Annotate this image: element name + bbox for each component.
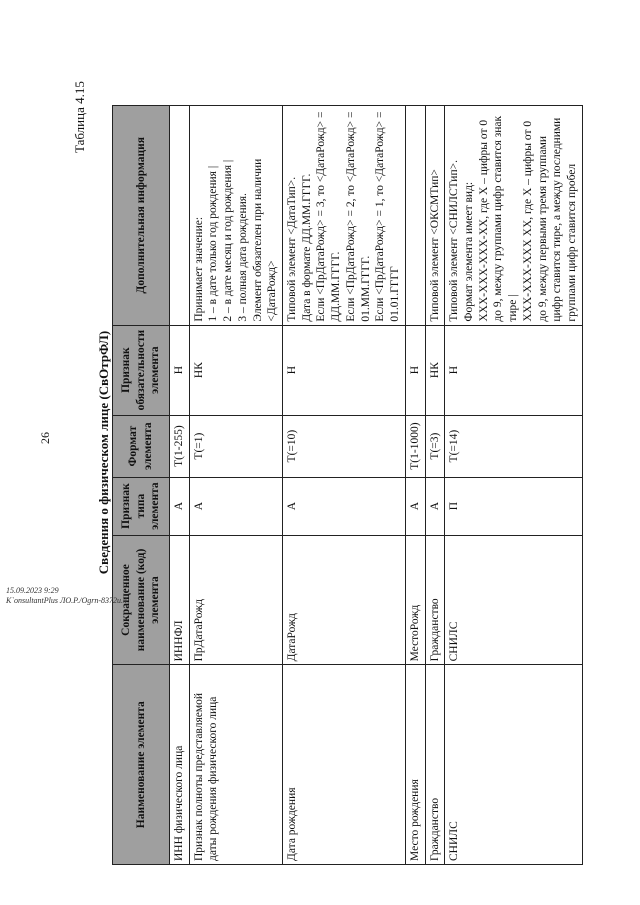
footer-line-2: К`onsultantPlus ЛО.Р./Ogrn-8372u.4 <box>6 596 128 605</box>
cell-code: ПрДатаРожд <box>189 535 282 665</box>
cell-name: ИНН физического лица <box>170 665 190 865</box>
table-row <box>170 106 190 865</box>
info-line: Дата в формате ДД.ММ.ГГГГ. <box>300 173 313 322</box>
table-caption: Сведения о физическом лице (СвОтрФЛ) <box>96 330 111 575</box>
cell-type: А <box>189 477 282 535</box>
cell-type: А <box>405 477 425 535</box>
info-line: Формат элемента имеет вид: <box>462 181 475 322</box>
cell-required: Н <box>405 325 425 415</box>
elements-table <box>112 105 583 865</box>
header-info: Дополнительная информация <box>113 106 170 326</box>
cell-info <box>445 106 582 326</box>
table-label: Таблица 4.15 <box>72 81 87 153</box>
cell-name: Дата рождения <box>283 665 406 865</box>
cell-name: Признак полноты представляемой даты рождения физического лица <box>189 665 282 865</box>
table-row <box>405 106 425 865</box>
info-line: Типовой элемент <ДатаТип>. <box>286 176 299 322</box>
info-line: 1 – в дате только год рождения | <box>207 165 220 322</box>
info-line: 2 – в дате месяц и год рождения | <box>222 159 235 322</box>
cell-name: Гражданство <box>425 665 445 865</box>
cell-type: А <box>425 477 445 535</box>
info-line: 3 – полная дата рождения. <box>236 193 249 322</box>
cell-required: НК <box>425 325 445 415</box>
header-type: Признак типа элемента <box>113 477 170 535</box>
cell-type: П <box>445 477 582 535</box>
cell-format: T(1-255) <box>170 415 190 477</box>
cell-required: НК <box>189 325 282 415</box>
cell-required: Н <box>283 325 406 415</box>
cell-code: МестоРожд <box>405 535 425 665</box>
info-line: Если <ПрДатаРожд> = 3, то <ДатаРожд> = ДД.ММ.ГГГГ. <box>315 111 343 322</box>
header-code: Сокращенное наименование (код) элемента <box>113 535 170 665</box>
table-row <box>445 106 582 865</box>
info-line: Принимает значение: <box>192 216 205 322</box>
page-number: 26 <box>38 432 52 444</box>
cell-required: Н <box>170 325 190 415</box>
table-row <box>283 106 406 865</box>
cell-info <box>189 106 282 326</box>
info-line: Если <ПрДатаРожд> = 2, то <ДатаРожд> = 01.ММ.ГГГГ. <box>344 111 372 322</box>
cell-info <box>425 106 445 326</box>
cell-name: Место рождения <box>405 665 425 865</box>
cell-format: T(=10) <box>283 415 406 477</box>
header-required: Признак обязательности элемента <box>113 325 170 415</box>
cell-code: ИННФЛ <box>170 535 190 665</box>
info-line: Типовой элемент <ОКСМТип> <box>428 169 441 322</box>
header-format: Формат элемента <box>113 415 170 477</box>
footer-line-1: 15.09.2023 9:29 <box>6 586 59 595</box>
cell-name: СНИЛС <box>445 665 582 865</box>
header-name: Наименование элемента <box>113 665 170 865</box>
cell-info <box>283 106 406 326</box>
cell-format: T(=3) <box>425 415 445 477</box>
cell-format: T(=1) <box>189 415 282 477</box>
table-header-row <box>113 106 170 865</box>
table-row <box>425 106 445 865</box>
cell-info <box>170 106 190 326</box>
cell-code: Гражданство <box>425 535 445 665</box>
footer-watermark <box>6 586 127 606</box>
cell-code: ДатаРожд <box>283 535 406 665</box>
info-line: Типовой элемент <СНИЛСТип>. <box>448 160 461 322</box>
info-line: Если <ПрДатаРожд> = 1, то <ДатаРожд> = 01.01.ГГГГ <box>374 111 402 322</box>
table-row <box>189 106 282 865</box>
info-line: Элемент обязателен при наличии <ДатаРожд> <box>251 158 279 322</box>
cell-info <box>405 106 425 326</box>
cell-required: Н <box>445 325 582 415</box>
cell-type: А <box>170 477 190 535</box>
cell-type: А <box>283 477 406 535</box>
cell-format: T(=14) <box>445 415 582 477</box>
cell-code: СНИЛС <box>445 535 582 665</box>
cell-format: T(1-1000) <box>405 415 425 477</box>
info-line: XXX-XXX-XXX-XX, где X – цифры от 0 до 9, между группами цифр ставится знак тире | <box>477 115 520 322</box>
info-line: XXX-XXX-XXX XX, где X – цифры от 0 до 9, между первыми тремя группами цифр ставится тире, а между последними группами цифр ставится пробел <box>521 117 578 322</box>
